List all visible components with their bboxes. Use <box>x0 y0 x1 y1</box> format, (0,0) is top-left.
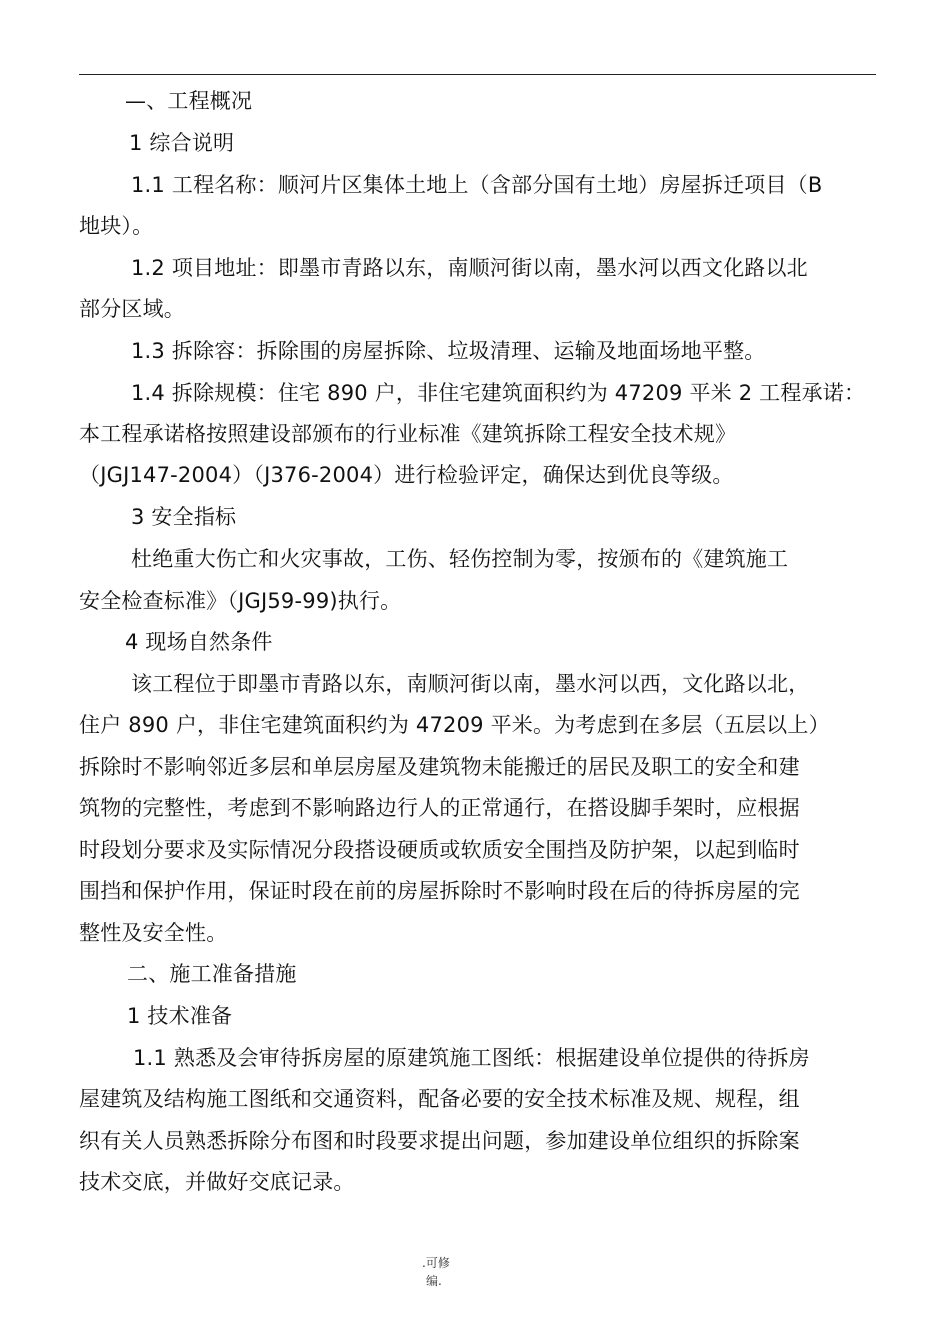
paragraph-line: 该工程位于即墨市青路以东，南顺河街以南，墨水河以西，文化路以北， <box>131 672 810 696</box>
section-heading-preparation: 二、施工准备措施 <box>127 962 297 986</box>
paragraph-line: 1.4 拆除规模：住宅 890 户，非住宅建筑面积约为 47209 平米 2 工程承诺： <box>131 381 866 405</box>
paragraph-line: 筑物的完整性，考虑到不影响路边行人的正常通行，在搭设脚手架时，应根据 <box>79 796 800 820</box>
paragraph-line: 1.3 拆除容：拆除围的房屋拆除、垃圾清理、运输及地面场地平整。 <box>131 339 766 363</box>
paragraph-line: 围挡和保护作用，保证时段在前的房屋拆除时不影响时段在后的待拆房屋的完 <box>79 879 800 903</box>
subheading-technical-preparation: 1 技术准备 <box>127 1004 233 1028</box>
subheading-general-description: 1 综合说明 <box>129 131 235 155</box>
page-footer-line2: 编. <box>426 1274 442 1288</box>
page-footer-line1: .可修 <box>422 1256 450 1270</box>
paragraph-line: 杜绝重大伤亡和火灾事故，工伤、轻伤控制为零，按颁布的《建筑施工 <box>131 547 789 571</box>
paragraph-line: 安全检查标准》（JGJ59-99)执行。 <box>79 589 402 613</box>
section-heading-overview: —、工程概况 <box>125 89 253 113</box>
paragraph-line: 拆除时不影响邻近多层和单层房屋及建筑物未能搬迁的居民及职工的安全和建 <box>79 755 800 779</box>
subheading-site-conditions: 4 现场自然条件 <box>125 630 273 654</box>
subheading-safety-targets: 3 安全指标 <box>131 505 237 529</box>
paragraph-line: 1.2 项目地址：即墨市青路以东，南顺河街以南，墨水河以西文化路以北 <box>131 256 808 280</box>
paragraph-line: 1.1 熟悉及会审待拆房屋的原建筑施工图纸：根据建设单位提供的待拆房 <box>133 1046 810 1070</box>
paragraph-line: 住户 890 户，非住宅建筑面积约为 47209 平米。为考虑到在多层（五层以上） <box>79 713 830 737</box>
paragraph-line: 屋建筑及结构施工图纸和交通资料，配备必要的安全技术标准及规、规程，组 <box>79 1087 800 1111</box>
paragraph-line: 地块）。 <box>79 214 154 238</box>
paragraph-line: 本工程承诺格按照建设部颁布的行业标准《建筑拆除工程安全技术规》 <box>79 422 737 446</box>
paragraph-line: 部分区域。 <box>79 297 185 321</box>
header-rule <box>79 74 876 75</box>
paragraph-line: 织有关人员熟悉拆除分布图和时段要求提出问题，参加建设单位组织的拆除案 <box>79 1129 800 1153</box>
paragraph-line: 整性及安全性。 <box>79 921 228 945</box>
paragraph-line: （JGJ147-2004）（J376-2004）进行检验评定，确保达到优良等级。 <box>79 463 734 487</box>
paragraph-line: 时段划分要求及实际情况分段搭设硬质或软质安全围挡及防护架，以起到临时 <box>79 838 800 862</box>
paragraph-line: 1.1 工程名称：顺河片区集体土地上（含部分国有土地）房屋拆迁项目（B <box>131 173 823 197</box>
paragraph-line: 技术交底，并做好交底记录。 <box>79 1170 355 1194</box>
